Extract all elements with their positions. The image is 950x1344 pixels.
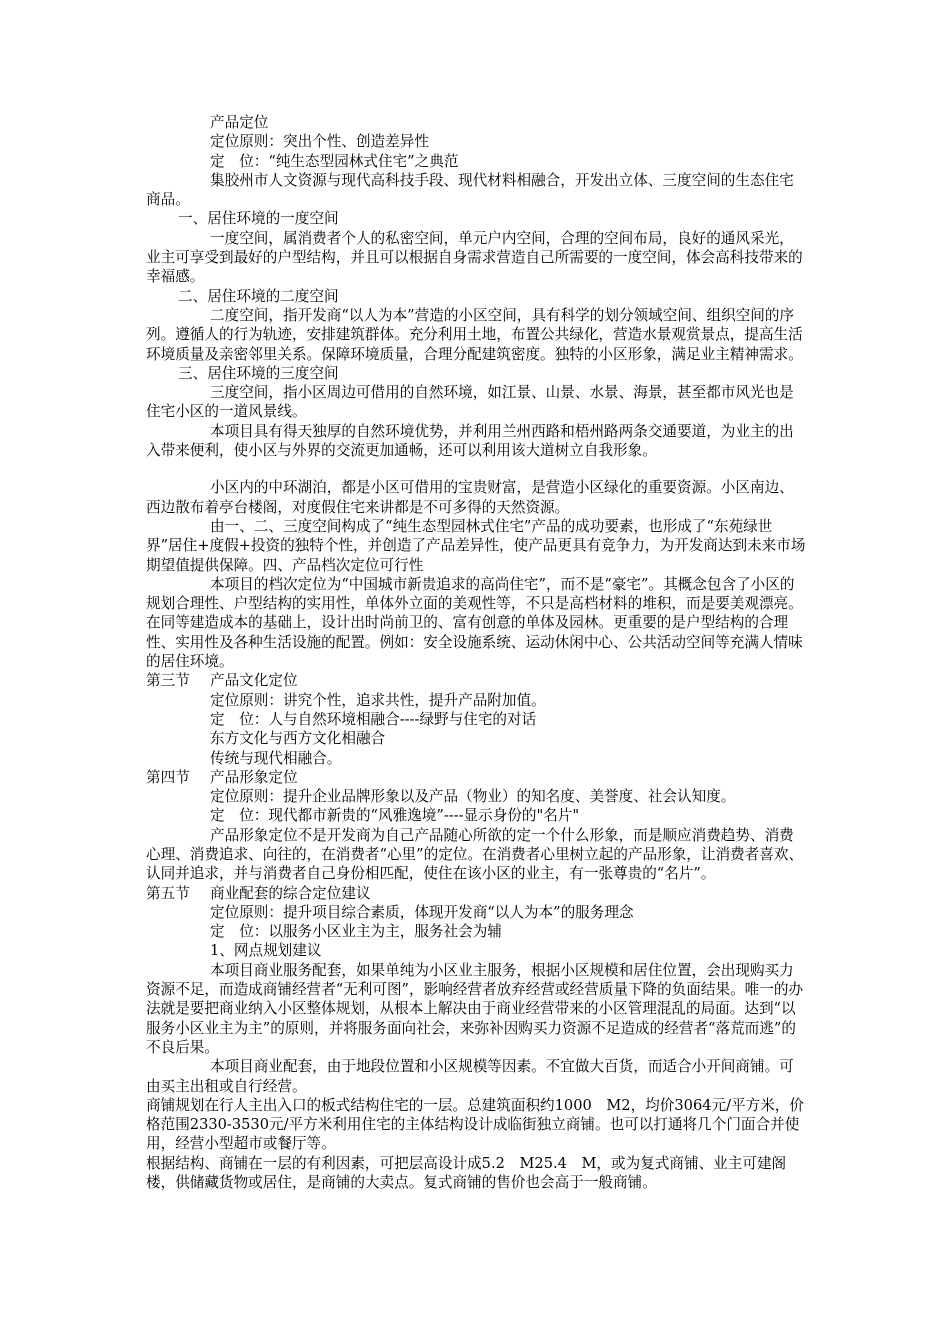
section-label: 第五节 [146, 884, 190, 902]
paragraph: 由一、二、三度空间构成了“纯生态型园林式住宅”产品的成功要素，也形成了“东苑绿世界”居住+度假+投资的独特个性，并创造了产品差异性，使产品更具有竞争力，为开发商达到未来市场期望值提供保障。四、产品档次定位可行性 [146, 517, 806, 574]
section-label: 第四节 [146, 768, 190, 786]
paragraph: 定 位：“纯生态型园林式住宅”之典范 [210, 152, 459, 170]
section-title: 商业配套的综合定位建议 [210, 884, 371, 902]
document-body [146, 113, 806, 1192]
paragraph: 本项目商业服务配套，如果单纯为小区业主服务，根据小区规模和居住位置，会出现购买力资源不足，而造成商铺经营者“无利可图”，影响经营者放弃经营或经营质量下降的负面结果。唯一的办法就是要把商业纳入小区整体规划，从根本上解决由于商业经营带来的小区管理混乱的局面。达到“以服务小区业主为主”的原则，并将服务面向社会，来弥补因购买力资源不足造成的经营者“落荒而逃”的不良后果。 [146, 961, 804, 1056]
blank-line [146, 460, 806, 478]
section-heading-4 [146, 768, 806, 787]
section-title: 产品文化定位 [210, 672, 298, 690]
paragraph: 定位原则：提升项目综合素质，体现开发商“以人为本”的服务理念 [210, 903, 634, 921]
section-heading-3 [146, 671, 806, 690]
paragraph: 定位原则：提升企业品牌形象以及产品（物业）的知名度、美誉度、社会认知度。 [210, 788, 736, 806]
paragraph: 本项目具有得天独厚的自然环境优势，并利用兰州西路和梧州路两条交通要道，为业主的出入带来便利，使小区与外界的交流更加通畅，还可以利用该大道树立自我形象。 [146, 422, 794, 460]
subheading: 一、居住环境的一度空间 [178, 210, 339, 228]
paragraph: 定 位：以服务小区业主为主，服务社会为辅 [210, 923, 502, 941]
heading-product-positioning: 产品定位 [210, 114, 269, 131]
section-label: 第三节 [146, 672, 190, 690]
paragraph: 定位原则：讲究个性，追求共性，提升产品附加值。 [210, 691, 546, 709]
subheading: 三、居住环境的三度空间 [178, 364, 339, 382]
paragraph: 三度空间，指小区周边可借用的自然环境，如江景、山景、水景、海景，甚至都市风光也是住宅小区的一道风景线。 [146, 384, 794, 421]
paragraph: 东方文化与西方文化相融合 [210, 730, 386, 748]
paragraph: 定 位：人与自然环境相融合----绿野与住宅的对话 [210, 710, 537, 728]
paragraph: 根据结构、商铺在一层的有利因素，可把层高设计成5.2 M25.4 M，或为复式商铺、业主可建阁楼，供储藏货物或居住，是商铺的大卖点。复式商铺的售价也会高于一般商铺。 [146, 1154, 787, 1192]
paragraph: 一度空间，属消费者个人的私密空间，单元户内空间，合理的空间布局，良好的通风采光，业主可享受到最好的户型结构，并且可以根据自身需求营造自己所需要的一度空间，体会高科技带来的幸福感。 [146, 229, 803, 286]
paragraph: 二度空间，指开发商“以人为本”营造的小区空间，具有科学的划分领域空间、组织空间的序列。遵循人的行为轨迹，安排建筑群体。充分利用土地，布置公共绿化，营造水景观赏景点，提高生活环境质量及亲密邻里关系。保障环境质量，合理分配建筑密度。独特的小区形象，满足业主精神需求。 [146, 306, 803, 363]
paragraph: 商铺规划在行人主出入口的板式结构住宅的一层。总建筑面积约1000 M2，均价3064元/平方米，价格范围2330-3530元/平方米利用住宅的主体结构设计成临街独立商铺。也可以打通将几个门面合并使用，经营小型超市或餐厅等。 [146, 1096, 804, 1153]
paragraph: 本项目的档次定位为“中国城市新贵追求的高尚住宅”，而不是“豪宅”。其概念包含了小区的规划合理性、户型结构的实用性，单体外立面的美观性等，不只是高档材料的堆积，而是要美观漂亮。在同等建造成本的基础上，设计出时尚前卫的、富有创意的单体及园林。更重要的是户型结构的合理性、实用性及各种生活设施的配置。例如：安全设施系统、运动休闲中心、公共活动空间等充满人情味的居住环境。 [146, 575, 803, 671]
paragraph: 小区内的中环湖泊，都是小区可借用的宝贵财富，是营造小区绿化的重要资源。小区南边、西边散布着亭台楼阁，对度假住宅来讲都是不可多得的天然资源。 [146, 479, 794, 516]
subheading: 二、居住环境的二度空间 [178, 287, 339, 305]
paragraph: 产品形象定位不是开发商为自己产品随心所欲的定一个什么形象，而是顺应消费趋势、消费心理、消费追求、向往的，在消费者“心里”的定位。在消费者心里树立起的产品形象，让消费者喜欢、认同并追求，并与消费者自己身份相匹配，使住在该小区的业主，有一张尊贵的“名片”。 [146, 826, 804, 883]
paragraph: 定 位：现代都市新贵的“风雅逸境”----显示身份的"名片" [210, 807, 580, 825]
paragraph: 本项目商业配套，由于地段位置和小区规模等因素。不宜做大百货，而适合小开间商铺。可由买主出租或自行经营。 [146, 1058, 794, 1095]
paragraph: 传统与现代相融合。 [210, 749, 342, 767]
paragraph: 定位原则：突出个性、创造差异性 [210, 133, 429, 151]
subheading: 1、网点规划建议 [210, 942, 322, 960]
section-title: 产品形象定位 [210, 768, 298, 786]
section-heading-5 [146, 884, 806, 903]
paragraph: 集胶州市人文资源与现代高科技手段、现代材料相融合，开发出立体、三度空间的生态住宅商品。 [146, 171, 794, 209]
